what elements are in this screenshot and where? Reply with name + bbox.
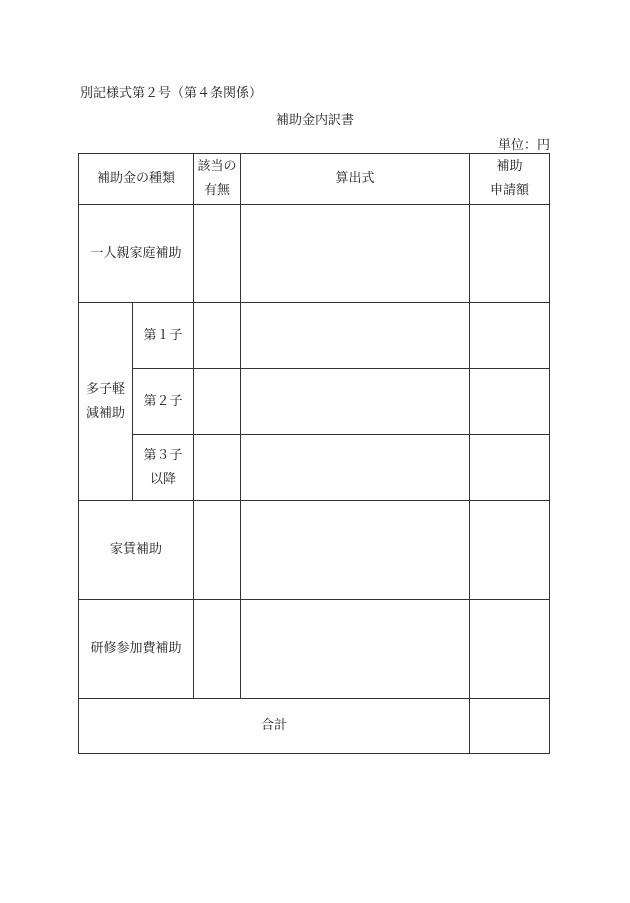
unit-label: 単位：円 (497, 138, 550, 153)
cell-amount[interactable] (470, 205, 550, 303)
child3-line1: 第３子 (143, 447, 183, 463)
table-row-training (79, 600, 550, 699)
cell-applicable[interactable] (194, 369, 241, 435)
label-single-parent: 一人親家庭補助 (79, 205, 194, 303)
form-number: 別記様式第２号（第４条関係） (80, 86, 263, 101)
cell-amount[interactable] (470, 435, 550, 501)
table-row-rent (79, 501, 550, 600)
label-child2: 第２子 (133, 369, 194, 435)
cell-amount[interactable] (470, 600, 550, 699)
header-applicable-line1: 該当の (197, 159, 237, 174)
multi-child-line2: 減補助 (85, 405, 125, 421)
cell-amount[interactable] (470, 303, 550, 369)
table-row-child2 (79, 369, 550, 435)
cell-applicable[interactable] (194, 501, 241, 600)
cell-formula[interactable] (241, 205, 470, 303)
table-row-child3 (79, 435, 550, 501)
header-formula: 算出式 (241, 154, 470, 205)
cell-formula[interactable] (241, 501, 470, 600)
table-row-single-parent (79, 205, 550, 303)
table-header-row (79, 154, 550, 205)
table-row-child1 (79, 303, 550, 369)
table-row-total (79, 699, 550, 754)
header-applicable (194, 154, 241, 205)
cell-formula[interactable] (241, 435, 470, 501)
label-child3 (133, 435, 194, 501)
cell-applicable[interactable] (194, 600, 241, 699)
cell-formula[interactable] (241, 600, 470, 699)
label-rent: 家賃補助 (79, 501, 194, 600)
label-multi-child-group (79, 303, 133, 501)
label-child1: 第１子 (133, 303, 194, 369)
multi-child-line1: 多子軽 (85, 381, 125, 397)
cell-amount[interactable] (470, 501, 550, 600)
header-applicable-line2: 有無 (204, 183, 231, 198)
cell-applicable[interactable] (194, 303, 241, 369)
child3-line2: 以降 (150, 471, 177, 487)
header-amount-line2: 申請額 (490, 183, 530, 198)
cell-amount[interactable] (470, 369, 550, 435)
label-total: 合計 (79, 699, 470, 754)
cell-formula[interactable] (241, 303, 470, 369)
cell-applicable[interactable] (194, 205, 241, 303)
cell-formula[interactable] (241, 369, 470, 435)
cell-total-amount[interactable] (470, 699, 550, 754)
label-training: 研修参加費補助 (79, 600, 194, 699)
subsidy-breakdown-table (78, 153, 550, 754)
header-amount (470, 154, 550, 205)
document-title: 補助金内訳書 (275, 113, 354, 128)
header-amount-line1: 補助 (496, 159, 523, 174)
cell-applicable[interactable] (194, 435, 241, 501)
header-subsidy-type: 補助金の種類 (79, 154, 194, 205)
